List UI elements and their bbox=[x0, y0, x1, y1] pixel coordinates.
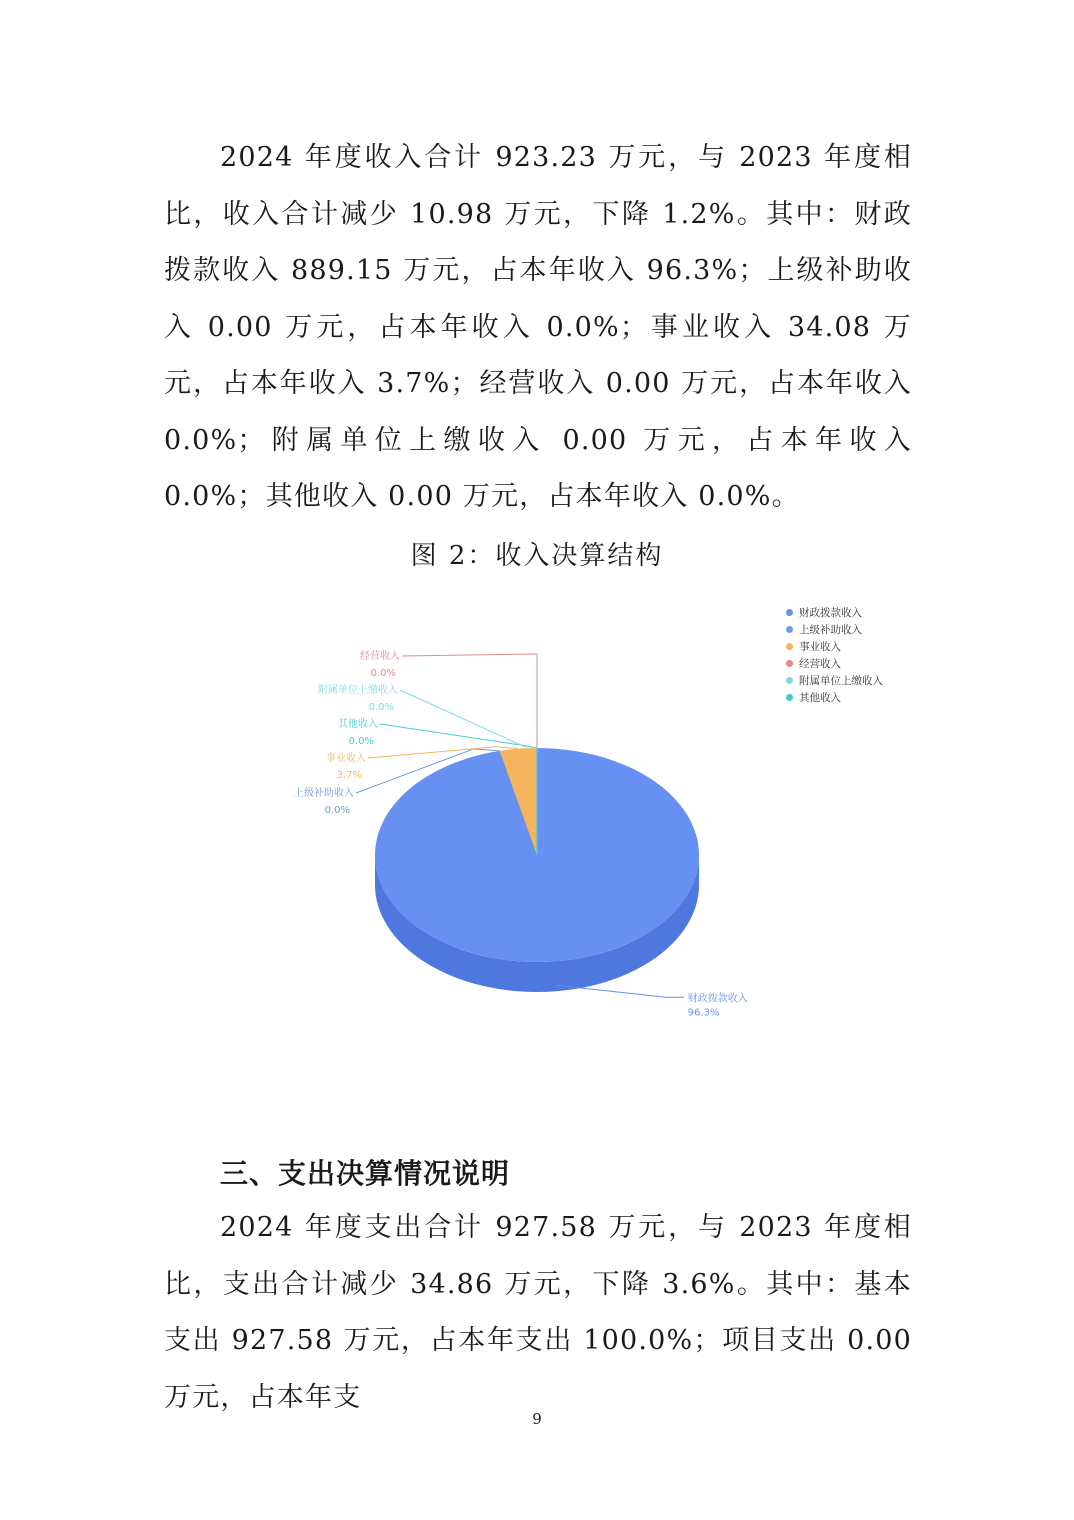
legend-label: 财政拨款收入 bbox=[799, 607, 862, 619]
legend-item bbox=[786, 689, 883, 706]
legend-swatch bbox=[786, 694, 793, 701]
pie-label-value-2: 3.7% bbox=[336, 770, 362, 781]
leader-line-3 bbox=[402, 654, 537, 748]
pie-slices bbox=[375, 748, 699, 962]
leader-line-5 bbox=[380, 724, 537, 748]
legend-label: 事业收入 bbox=[799, 641, 841, 653]
legend-swatch bbox=[786, 660, 793, 667]
legend-item bbox=[786, 672, 883, 689]
pie-label-value-3: 0.0% bbox=[370, 668, 396, 679]
pie-label-name-1: 上级补助收入 bbox=[294, 788, 354, 799]
pie-label-name-3: 经营收入 bbox=[360, 651, 400, 662]
leader-line-0 bbox=[556, 985, 684, 997]
legend-item bbox=[786, 604, 883, 621]
page-number: 9 bbox=[532, 1410, 542, 1428]
pie-label-name-0: 财政拨款收入 bbox=[687, 993, 748, 1005]
legend-label: 其他收入 bbox=[799, 692, 841, 704]
pie-label-name-4: 附属单位上缴收入 bbox=[318, 685, 398, 696]
pie-label-name-5: 其他收入 bbox=[338, 719, 378, 730]
section-heading: 三、支出决算情况说明 bbox=[220, 1157, 511, 1190]
legend-label: 上级补助收入 bbox=[799, 624, 862, 636]
legend-item bbox=[786, 621, 883, 638]
pie-label-value-0: 96.3% bbox=[687, 1007, 720, 1019]
legend-swatch bbox=[786, 677, 793, 684]
pie-label-name-2: 事业收入 bbox=[326, 753, 366, 764]
leader-line-4 bbox=[400, 690, 537, 748]
figure-caption: 图 2：收入决算结构 bbox=[410, 541, 664, 571]
pie-label-value-4: 0.0% bbox=[368, 702, 394, 713]
legend-label: 经营收入 bbox=[799, 658, 841, 670]
expenditure-summary-paragraph: 2024 年度支出合计 927.58 万元，与 2023 年度相比，支出合计减少 34.86 万元，下降 3.6%。其中：基本支出 927.58 万元，占本年支出 100.0%；项目支出 0.00 万元，占本年支 bbox=[164, 1212, 912, 1413]
chart-legend bbox=[786, 604, 883, 706]
legend-swatch bbox=[786, 609, 793, 616]
pie-label-value-5: 0.0% bbox=[348, 736, 374, 747]
legend-swatch bbox=[786, 626, 793, 633]
pie-label-value-1: 0.0% bbox=[324, 805, 350, 816]
legend-item bbox=[786, 655, 883, 672]
legend-label: 附属单位上缴收入 bbox=[799, 675, 883, 687]
legend-item bbox=[786, 638, 883, 655]
income-summary-paragraph: 2024 年度收入合计 923.23 万元，与 2023 年度相比，收入合计减少 10.98 万元，下降 1.2%。其中：财政拨款收入 889.15 万元，占本年收入 96.3%；上级补助收入 0.00 万元，占本年收入 0.0%；事业收入 34.08 万元，占本年收入 3.7%；经营收入 0.00 万元，占本年收入 0.0%；附属单位上缴收入 0.00 万元，占本年收入 0.0%；其他收入 0.00 万元，占本年收入 0.0%。 bbox=[164, 142, 912, 512]
legend-swatch bbox=[786, 643, 793, 650]
